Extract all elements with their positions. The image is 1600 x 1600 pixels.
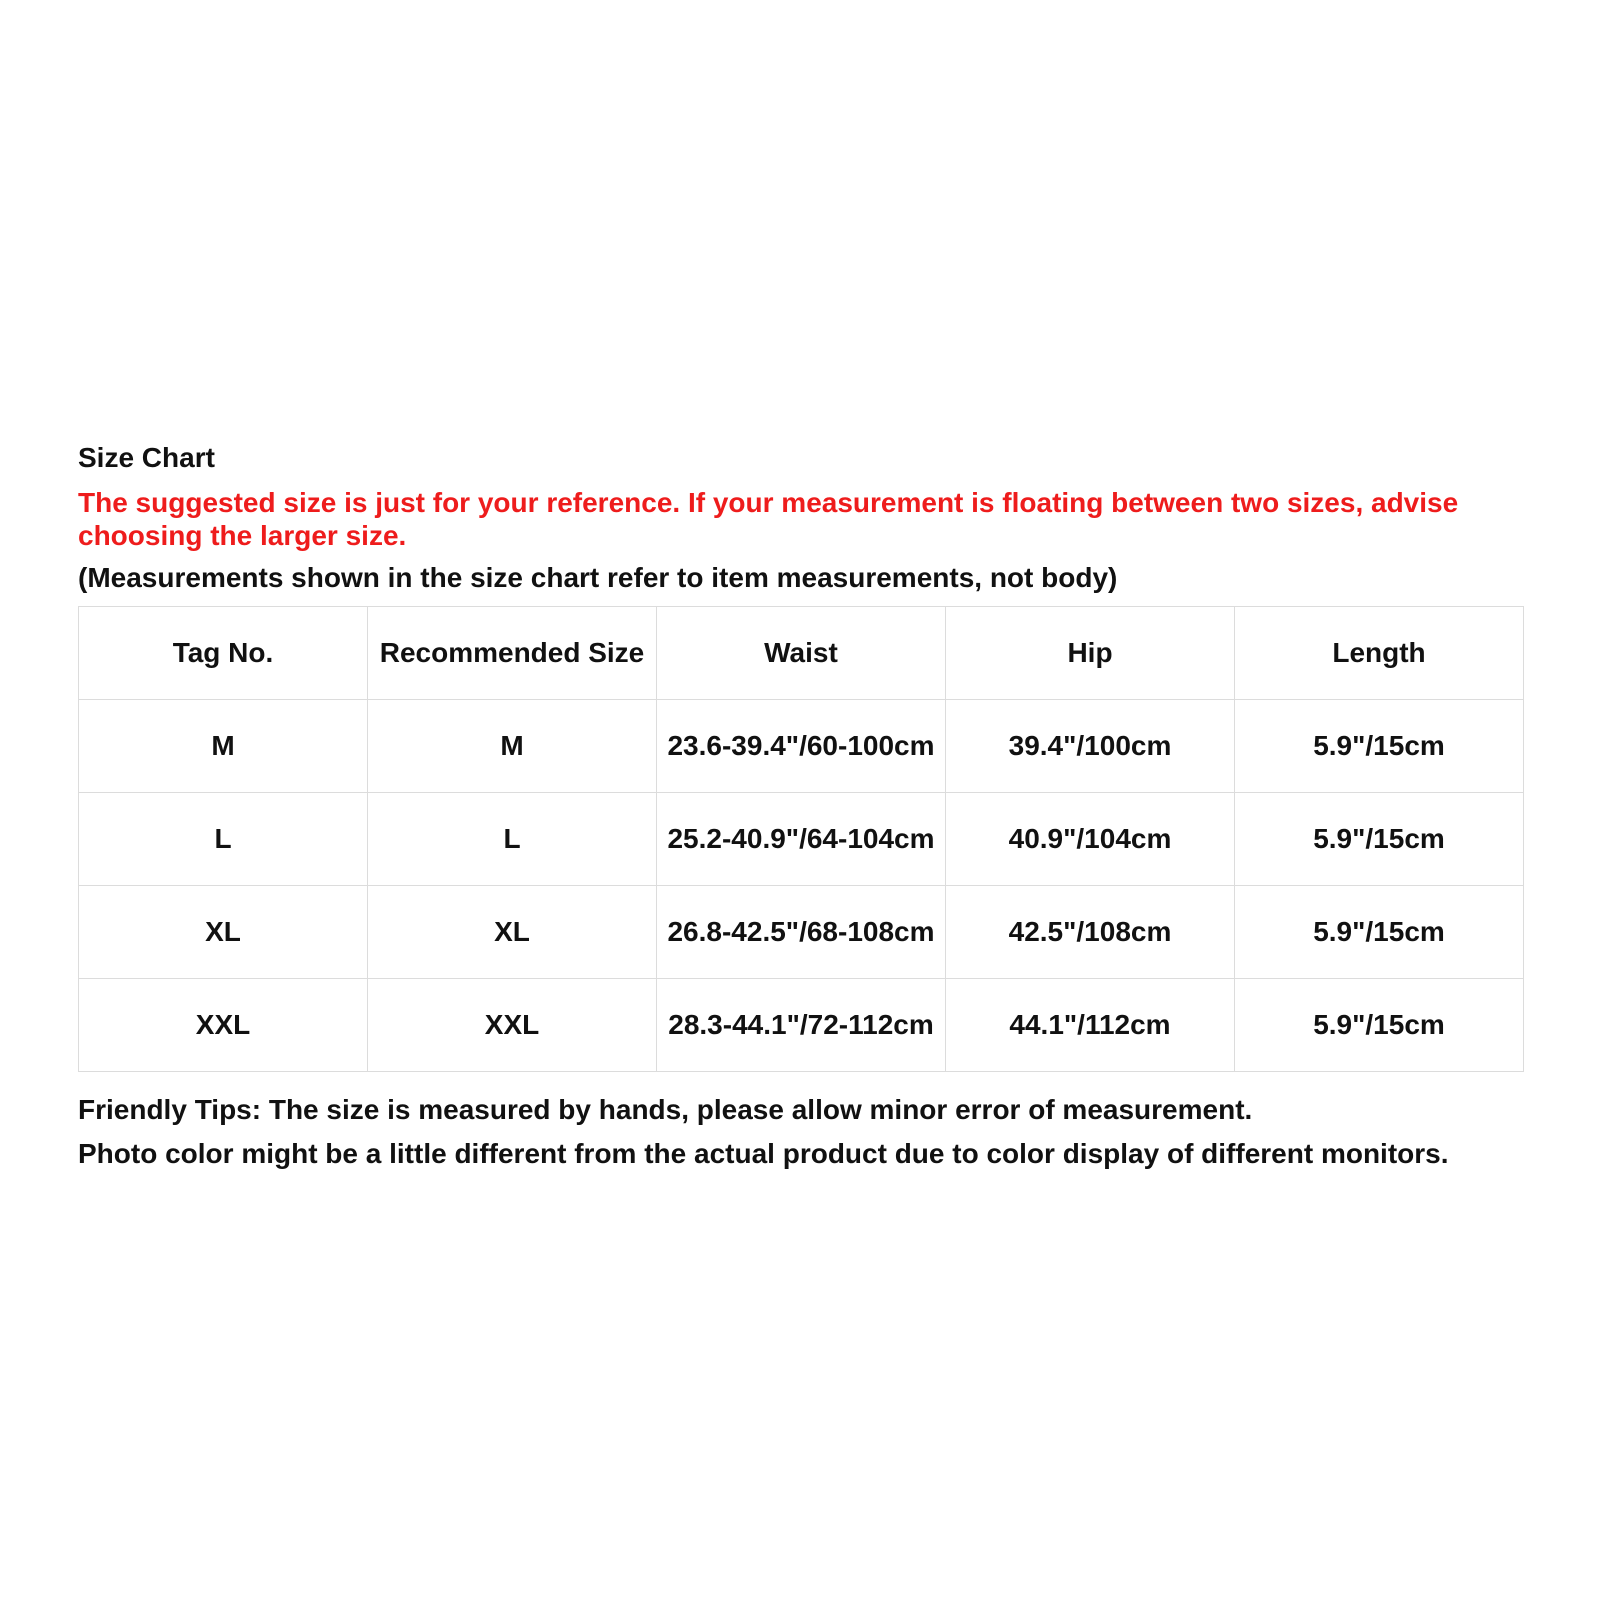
cell-recommended-size: XXL xyxy=(368,979,657,1072)
cell-recommended-size: M xyxy=(368,700,657,793)
header-length: Length xyxy=(1235,607,1524,700)
header-tag-no: Tag No. xyxy=(79,607,368,700)
size-advice-notice: The suggested size is just for your reference. If your measurement is floating between two sizes, advise choosing the larger size. xyxy=(78,487,1459,551)
measurement-note: (Measurements shown in the size chart refer to item measurements, not body) xyxy=(78,562,1118,593)
table-row xyxy=(79,793,1524,886)
cell-hip: 40.9"/104cm xyxy=(946,793,1235,886)
table-row xyxy=(79,700,1524,793)
cell-hip: 39.4"/100cm xyxy=(946,700,1235,793)
cell-tag-no: L xyxy=(79,793,368,886)
cell-recommended-size: L xyxy=(368,793,657,886)
table-row xyxy=(79,886,1524,979)
cell-length: 5.9"/15cm xyxy=(1235,886,1524,979)
tip-color: Photo color might be a little different from the actual product due to color display of different monitors. xyxy=(78,1138,1449,1169)
size-chart-title: Size Chart xyxy=(78,442,215,473)
cell-waist: 28.3-44.1"/72-112cm xyxy=(657,979,946,1072)
cell-waist: 23.6-39.4"/60-100cm xyxy=(657,700,946,793)
cell-hip: 42.5"/108cm xyxy=(946,886,1235,979)
cell-waist: 25.2-40.9"/64-104cm xyxy=(657,793,946,886)
cell-tag-no: XL xyxy=(79,886,368,979)
cell-length: 5.9"/15cm xyxy=(1235,793,1524,886)
cell-recommended-size: XL xyxy=(368,886,657,979)
cell-tag-no: XXL xyxy=(79,979,368,1072)
cell-hip: 44.1"/112cm xyxy=(946,979,1235,1072)
header-hip: Hip xyxy=(946,607,1235,700)
cell-tag-no: M xyxy=(79,700,368,793)
table-row xyxy=(79,979,1524,1072)
table-header-row xyxy=(79,607,1524,700)
size-table xyxy=(78,606,1524,1072)
cell-waist: 26.8-42.5"/68-108cm xyxy=(657,886,946,979)
friendly-tips xyxy=(78,1088,1524,1176)
header-waist: Waist xyxy=(657,607,946,700)
size-chart-sheet xyxy=(78,440,1524,1176)
cell-length: 5.9"/15cm xyxy=(1235,979,1524,1072)
header-recommended-size: Recommended Size xyxy=(368,607,657,700)
tip-measurement: Friendly Tips: The size is measured by hands, please allow minor error of measurement. xyxy=(78,1094,1253,1125)
cell-length: 5.9"/15cm xyxy=(1235,700,1524,793)
